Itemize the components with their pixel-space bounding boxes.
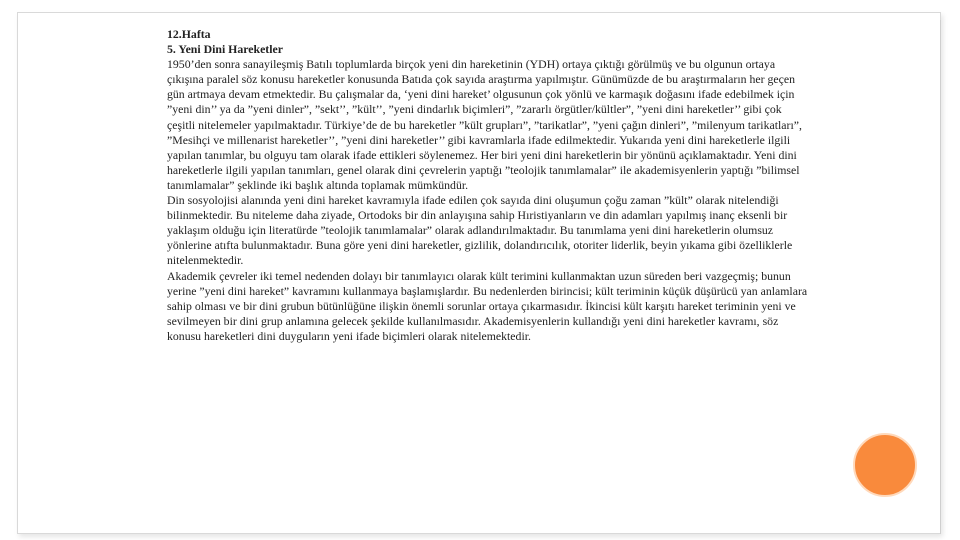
- week-title: 12.Hafta: [167, 27, 211, 41]
- paragraph-2: Din sosyolojisi alanında yeni dini hareket kavramıyla ifade edilen çok sayıda dini oluşumun çoğu zaman ”kült” olarak nitelendiği bilinmektedir. Bu niteleme daha ziyade, Ortodoks bir din anlayışına sahip Hıristiyanların ve din adamları yapılmış inanç eksenli bir yaklaşım olduğu için literatürde ”teolojik tanımlamalar” olarak adlandırılmaktadır. Bu tanımlama yeni dini hareketlerin olumsuz yönlerine atıfta bulunmaktadır. Buna göre yeni dini hareketler, gizlilik, dolandırıcılık, otoriter liderlik, beyin yıkama gibi özelliklerle nitelenmektedir.: [167, 193, 793, 268]
- paragraph-3: Akademik çevreler iki temel nedenden dolayı bir tanımlayıcı olarak kült terimini kullanmaktan uzun süreden beri vazgeçmiş; bunun yerine ”yeni dini hareket” kavramını kullanmaya başlamışlardır. Bu nedenlerden birincisi; kült teriminin küçük düşürücü yan anlamlara sahip olması ve bir dini grubun bütünlüğüne ilişkin önemli sorunlar ortaya çıkarmasıdır. İkincisi kült karşıtı hareket teriminin yeni ve sevilmeyen bir dini grup anlamına gelecek şekilde kullanılmasıdır. Akademisyenlerin kullandığı yeni dini hareketler kavramı, söz konusu hareketleri dini duyguların yeni ifade biçimleri olarak nitelemektedir.: [167, 268, 808, 343]
- section-title: 5. Yeni Dini Hareketler: [167, 42, 283, 57]
- text-body: [167, 27, 812, 344]
- decorative-orange-circle: [853, 433, 917, 497]
- paragraph-1: 1950’den sonra sanayileşmiş Batılı toplumlarda birçok yeni din hareketinin (YDH) ortaya çıktığı görülmüş ve bu olgunun ortaya çıkışına paralel söz konusu hareketler konusunda Batıda çok sayıda araştırma yapılmıştır. Günümüzde de bu araştırmaların her geçen gün artmaya devam etmektedir. Bu çalışmalar da, ‘yeni dini hareket’ olgusunun çok yönlü ve karmaşık doğasını ifade edebilmek için ”yeni din’’ ya da ”yeni dinler”, ”sekt’’, ”kült’’, ”yeni dindarlık biçimleri”, ”zararlı örgütler/kültler”, ”yeni dini hareketler’’ gibi çok çeşitli nitelemeler yapılmaktadır. Türkiye’de de bu hareketler ”kült grupları”, ”tarikatlar”, ”yeni çağın dinleri”, ”milenyum tarikatları”, ”Mesihçi ve millenarist hareketler’’, ”yeni dini hareketler’’ gibi kavramlarla ifade edilmektedir. Yukarıda yeni dini hareketlerle ilgili yapılan tanımlar, bu olguyu tam olarak ifade ettikleri söylenemez. Her biri yeni dini hareketlerin bir yönünü açıklamaktadır. Yeni dini hareketlerle ilgili yapılan tanımları, genel olarak dini çevrelerin yaptığı ”teolojik tanımlamalar” ile akademisyenlerin yaptığı ”bilimsel tanımlamalar” şeklinde iki başlık altında toplamak mümkündür.: [167, 57, 802, 192]
- frame-right-line: [940, 20, 941, 534]
